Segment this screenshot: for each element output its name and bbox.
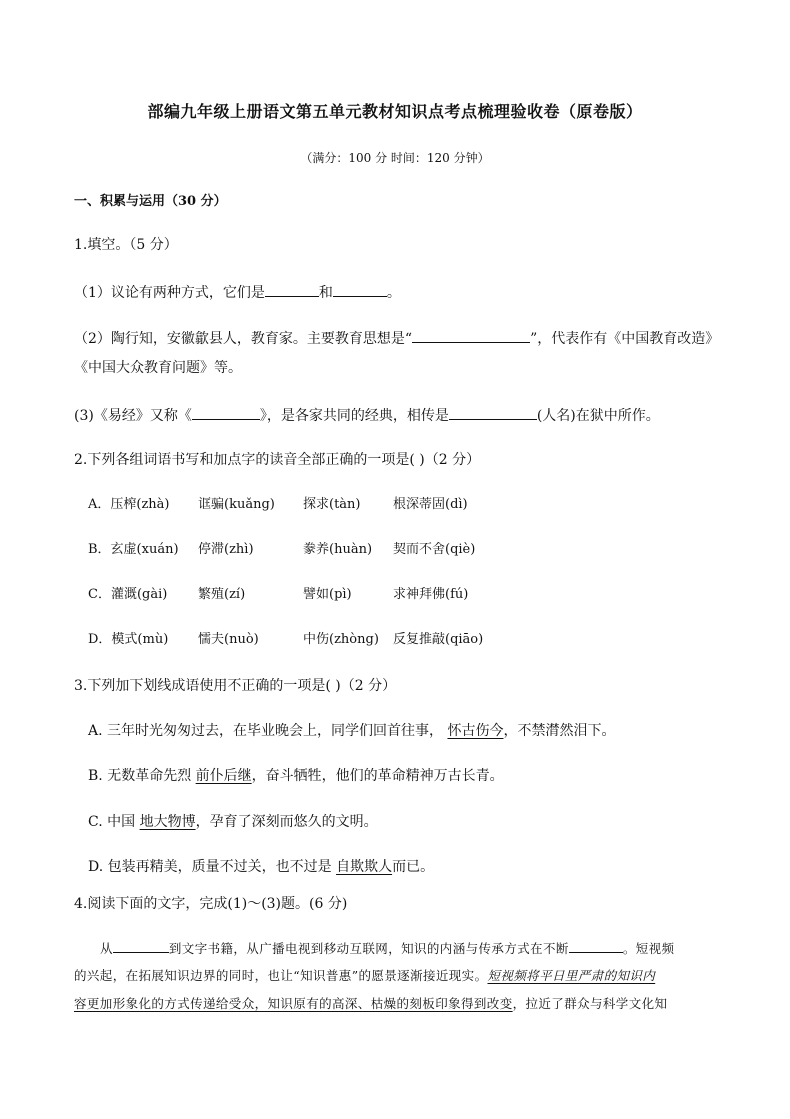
option-label: D．模式(mù) bbox=[88, 632, 169, 647]
option-label: C．灌溉(gài) bbox=[88, 587, 168, 602]
page-title: 部编九年级上册语文第五单元教材知识点考点梳理验收卷（原卷版） bbox=[147, 102, 643, 121]
text-segment: (3)《易经》又称《 bbox=[74, 408, 192, 424]
option-label: A．压榨(zhà) bbox=[88, 497, 170, 512]
answer-blank[interactable] bbox=[412, 328, 530, 343]
question-1-part-2-cont: 《中国大众教育问题》等。 bbox=[74, 360, 242, 376]
passage-line-3 bbox=[74, 994, 667, 1014]
option-label: B．玄虚(xuán) bbox=[88, 542, 179, 557]
text-segment: ”，代表作有《中国教育改造》 bbox=[530, 331, 720, 347]
question-3-option-d[interactable] bbox=[88, 857, 434, 877]
question-1-part-1 bbox=[74, 282, 401, 303]
question-3-option-a[interactable] bbox=[88, 721, 615, 741]
question-4-stem: 4.阅读下面的文字，完成(1)～(3)题。(6 分) bbox=[74, 896, 348, 912]
text-segment: 从 bbox=[100, 941, 113, 956]
answer-blank[interactable] bbox=[449, 405, 537, 420]
answer-blank[interactable] bbox=[192, 405, 260, 420]
question-3-option-b[interactable] bbox=[88, 766, 504, 786]
question-1-part-3 bbox=[74, 405, 660, 426]
option-word: 豢养(huàn) bbox=[303, 542, 373, 557]
option-word: 譬如(pì) bbox=[303, 587, 352, 602]
text-segment: 》，是各家共同的经典，相传是 bbox=[259, 408, 449, 424]
text-segment: 和 bbox=[318, 285, 333, 301]
question-2-stem: 2.下列各组词语书写和加点字的读音全部正确的一项是( )（2 分） bbox=[74, 452, 481, 468]
underlined-sentence: 容更加形象化的方式传递给受众，知识原有的高深、枯燥的刻板印象得到改变 bbox=[74, 996, 513, 1011]
text-segment: ，孕育了深刻而悠久的文明。 bbox=[195, 814, 378, 830]
text-segment: 。 bbox=[386, 285, 401, 301]
underlined-idiom: 怀古伤今 bbox=[447, 723, 504, 739]
option-word: 中伤(zhòng) bbox=[303, 632, 379, 647]
answer-blank[interactable] bbox=[113, 938, 169, 953]
passage-line-2 bbox=[74, 966, 655, 986]
text-segment: 的兴起，在拓展知识边界的同时，也让“知识普惠”的愿景逐渐接近现实。 bbox=[74, 968, 488, 983]
question-3-stem: 3.下列加下划线成语使用不正确的一项是( )（2 分） bbox=[74, 678, 397, 694]
question-1-part-2 bbox=[74, 328, 719, 349]
text-segment: ，不禁潸然泪下。 bbox=[503, 723, 616, 739]
text-segment: D. 包装再精美，质量不过关，也不过是 bbox=[88, 859, 337, 875]
text-segment: ，拉近了群众与科学文化知 bbox=[512, 996, 668, 1011]
underlined-sentence: 短视频将平日里严肃的知识内 bbox=[487, 968, 656, 983]
text-segment: （2）陶行知，安徽歙县人，教育家。主要教育思想是“ bbox=[74, 331, 413, 347]
option-word: 懦夫(nuò) bbox=[198, 632, 259, 647]
text-segment: B. 无数革命先烈 bbox=[88, 768, 196, 784]
text-segment: 到文字书籍，从广播电视到移动互联网，知识的内涵与传承方式在不断 bbox=[168, 941, 569, 956]
question-3-option-c[interactable] bbox=[88, 812, 378, 832]
text-segment: C. 中国 bbox=[88, 814, 140, 830]
option-word: 停滞(zhì) bbox=[198, 542, 254, 557]
question-1-stem: 1.填空。（5 分） bbox=[74, 237, 178, 253]
option-word: 契而不舍(qiè) bbox=[393, 542, 476, 557]
option-word: 探求(tàn) bbox=[303, 497, 361, 512]
text-segment: (人名)在狱中所作。 bbox=[536, 408, 660, 424]
option-word: 反复推敲(qiāo) bbox=[393, 632, 484, 647]
answer-blank[interactable] bbox=[333, 282, 387, 297]
underlined-idiom: 地大物博 bbox=[139, 814, 196, 830]
option-word: 繁殖(zí) bbox=[198, 587, 246, 602]
passage-line-1 bbox=[100, 938, 674, 959]
option-word: 求神拜佛(fú) bbox=[393, 587, 469, 602]
text-segment: A. 三年时光匆匆过去，在毕业晚会上，同学们回首往事， bbox=[88, 723, 448, 739]
text-segment: （1）议论有两种方式，它们是 bbox=[74, 285, 265, 301]
exam-meta: （满分：100 分 时间：120 分钟） bbox=[300, 151, 490, 165]
section-heading: 一、积累与运用（30 分） bbox=[74, 194, 227, 209]
underlined-idiom: 自欺欺人 bbox=[336, 859, 393, 875]
underlined-idiom: 前仆后继 bbox=[195, 768, 252, 784]
answer-blank[interactable] bbox=[265, 282, 319, 297]
answer-blank[interactable] bbox=[569, 938, 623, 953]
option-word: 诓骗(kuǎng) bbox=[198, 497, 275, 512]
text-segment: 。短视频 bbox=[622, 941, 675, 956]
text-segment: 而已。 bbox=[392, 859, 435, 875]
text-segment: ，奋斗牺牲，他们的革命精神万古长青。 bbox=[251, 768, 504, 784]
option-word: 根深蒂固(dì) bbox=[393, 497, 468, 512]
